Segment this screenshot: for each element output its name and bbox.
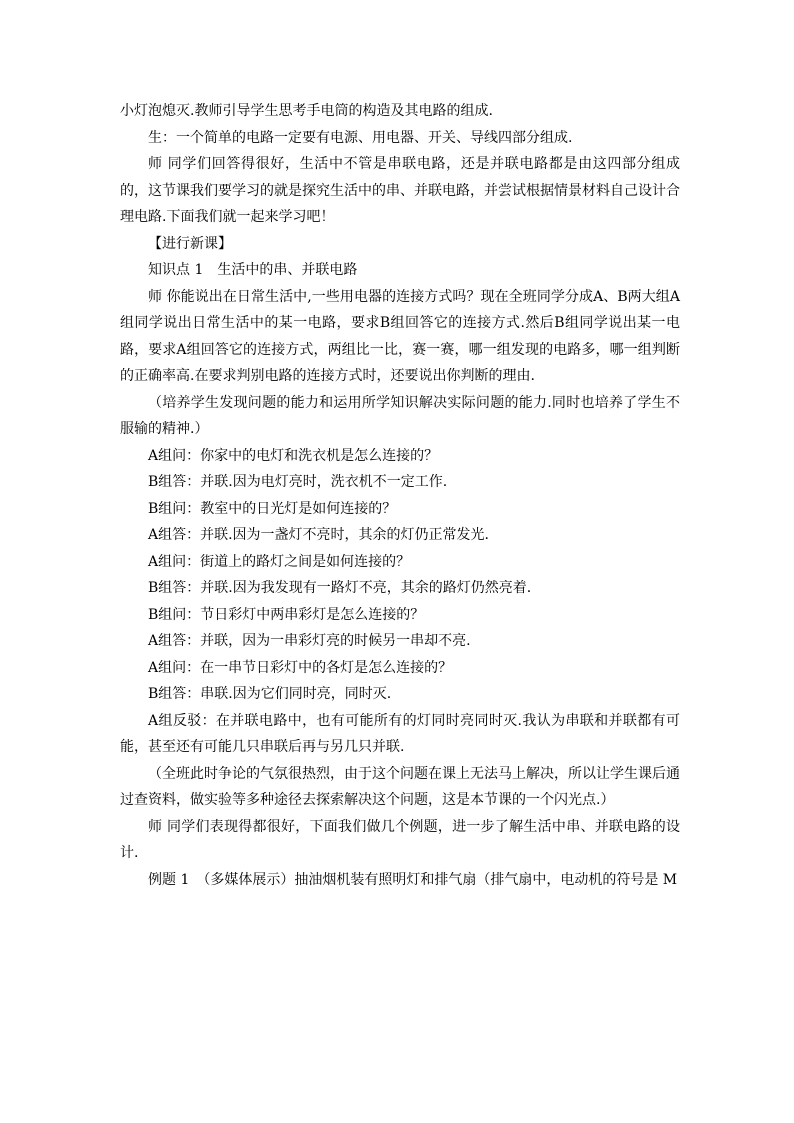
dialogue-line: B组问：节日彩灯中两串彩灯是怎么连接的？ — [148, 606, 425, 623]
paragraph-teacher-transition: 师 同学们表现得都很好，下面我们做几个例题，进一步了解生活中串、并联电路的设计. — [120, 818, 680, 861]
body-text — [120, 98, 680, 893]
dialogue-rebuttal: A组反驳：在并联电路中，也有可能所有的灯同时亮同时灭.我认为串联和并联都有可能，甚至还有可能几只串联后再与另几只并联. — [120, 712, 680, 755]
paragraph-teacher-question: 师 你能说出在日常生活中,一些用电器的连接方式吗？现在全班同学分成A、B两大组A组同学说出日常生活中的某一电路，要求B组回答它的连接方式.然后B组同学说出某一电路，要求A组回答它的连接方式，两组比一比，赛一赛，哪一组发现的电路多，哪一组判断的正确率高.在要求判别电路的连接方式时，还要说出你判断的理由. — [120, 288, 680, 384]
dialogue-line: A组问：你家中的电灯和洗衣机是怎么连接的？ — [148, 447, 439, 464]
paragraph-student-answer: 生：一个简单的电路一定要有电源、用电器、开关、导线四部分组成. — [148, 129, 573, 146]
dialogue-line: A组答：并联.因为一盏灯不亮时，其余的灯仍正常发光. — [148, 527, 490, 543]
dialogue-line: B组答：并联.因为电灯亮时，洗衣机不一定工作. — [148, 474, 448, 490]
dialogue-line: A组答：并联，因为一串彩灯亮的时候另一串却不亮. — [148, 633, 471, 649]
paragraph-continuation: 小灯泡熄灭.教师引导学生思考手电筒的构造及其电路的组成. — [120, 103, 493, 119]
dialogue-line: A组问：在一串节日彩灯中的各灯是怎么连接的？ — [148, 659, 453, 676]
paragraph-note-ability: （培养学生发现问题的能力和运用所学知识解决实际问题的能力.同时也培养了学生不服输的精神.） — [120, 394, 680, 437]
example-1-intro: 例题 1 （多媒体展示）抽油烟机装有照明灯和排气扇（排气扇中，电动机的符号是 M — [148, 871, 678, 888]
dialogue-line: B组答：并联.因为我发现有一路灯不亮，其余的路灯仍然亮着. — [148, 580, 532, 596]
dialogue-line: B组答：串联.因为它们同时亮，同时灭. — [148, 686, 392, 702]
dialogue-line: A组问：街道上的路灯之间是如何连接的？ — [148, 553, 411, 570]
paragraph-note-discussion: （全班此时争论的气氛很热烈，由于这个问题在课上无法马上解决，所以让学生课后通过查资料，做实验等多种途径去探索解决这个问题，这是本节课的一个闪光点.） — [120, 765, 680, 808]
paragraph-teacher-intro: 师 同学们回答得很好，生活中不管是串联电路，还是并联电路都是由这四部分组成的，这节课我们要学习的就是探究生活中的串、并联电路，并尝试根据情景材料自己设计合理电路.下面我们就一起来学习吧！ — [120, 156, 680, 225]
knowledge-point-heading: 知识点 1 生活中的串、并联电路 — [148, 262, 358, 278]
dialogue-line: B组问：教室中的日光灯是如何连接的？ — [148, 500, 397, 517]
section-heading-new-lesson: 【进行新课】 — [148, 235, 232, 252]
